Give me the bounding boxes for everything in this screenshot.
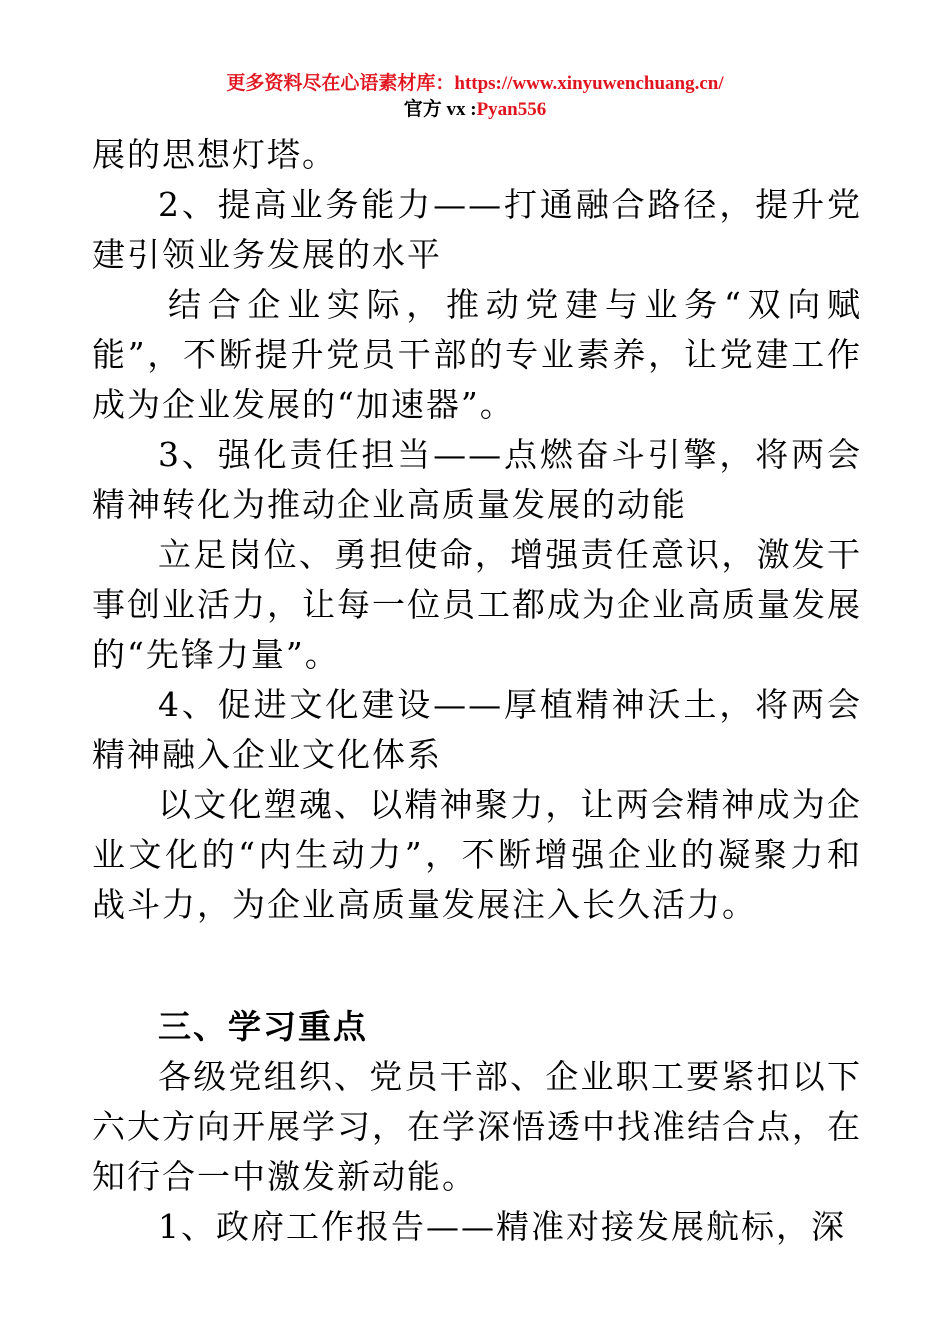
watermark-header-contact (0, 100, 950, 119)
section-heading-3: 三、学习重点 (158, 1007, 368, 1046)
item-3-heading: 3、强化责任担当——点燃奋斗引擎，将两会精神转化为推动企业高质量发展的动能 (92, 435, 862, 524)
section-3-item-1-heading: 1、政府工作报告——精准对接发展航标，深 (158, 1207, 846, 1246)
section-3-intro: 各级党组织、党员干部、企业职工要紧扣以下六大方向开展学习，在学深悟透中找准结合点，在知行合一中激发新动能。 (92, 1057, 862, 1196)
item-2-body: 结合企业实际，推动党建与业务“双向赋能”，不断提升党员干部的专业素养，让党建工作成为企业发展的“加速器”。 (92, 285, 862, 424)
watermark-header-link: 更多资料尽在心语素材库：https://www.xinyuwenchuang.cn/ (226, 73, 724, 94)
item-4-body: 以文化塑魂、以精神聚力，让两会精神成为企业文化的“内生动力”，不断增强企业的凝聚力和战斗力，为企业高质量发展注入长久活力。 (92, 785, 862, 924)
paragraph-continued: 展的思想灯塔。 (92, 135, 337, 174)
section-gap (92, 930, 862, 1002)
item-4-heading: 4、促进文化建设——厚植精神沃土，将两会精神融入企业文化体系 (92, 685, 862, 774)
item-2-heading: 2、提高业务能力——打通融合路径，提升党建引领业务发展的水平 (92, 185, 862, 274)
contact-id: Pyan556 (476, 99, 547, 120)
item-3-body: 立足岗位、勇担使命，增强责任意识，激发干事创业活力，让每一位员工都成为企业高质量发展的“先锋力量”。 (92, 535, 862, 674)
document-body (92, 130, 862, 1252)
contact-prefix: 官方 vx : (403, 99, 477, 120)
